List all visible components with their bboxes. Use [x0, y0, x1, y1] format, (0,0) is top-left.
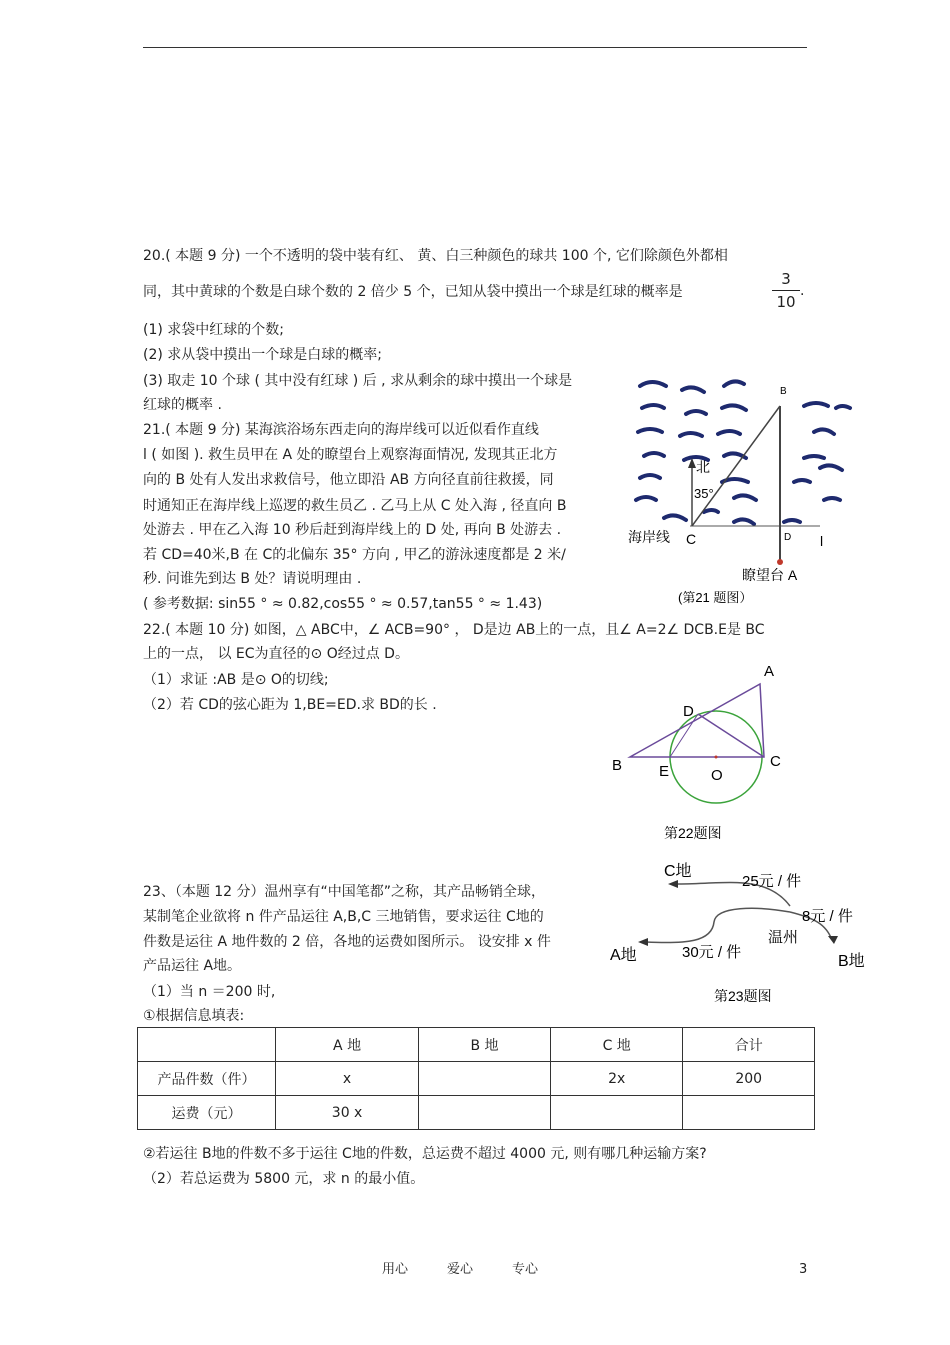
- label-north: 北: [696, 459, 710, 475]
- label-c: C: [686, 531, 697, 547]
- cost-c: 25元 / 件: [742, 873, 802, 890]
- segment-dc: [698, 714, 764, 757]
- table-cell: 2x: [550, 1062, 683, 1096]
- q23-line-4: 产品运往 A地。: [143, 958, 242, 974]
- label-a-place: A地: [610, 947, 637, 964]
- label-angle: 35°: [694, 486, 714, 501]
- label-b: B: [780, 386, 787, 397]
- table-header-cell: C 地: [550, 1028, 683, 1062]
- fraction-period: .: [800, 283, 805, 299]
- table-cell: 30 x: [276, 1096, 419, 1130]
- footer-motto-2: 爱心: [447, 1262, 474, 1277]
- table-cell: [419, 1062, 551, 1096]
- q20-part-3b: 红球的概率 .: [143, 397, 222, 413]
- q21-line-5: 处游去 . 甲在乙入海 10 秒后赶到海岸线上的 D 处, 再向 B 处游去 .: [143, 522, 562, 538]
- segment-de: [670, 714, 698, 757]
- table-cell: 产品件数（件）: [138, 1062, 276, 1096]
- label-tower-a: 瞭望台 A: [742, 567, 798, 583]
- q21-line-3: 向的 B 处有人发出求救信号，他立即沿 AB 方向径直前往救援，同: [143, 472, 554, 488]
- q20-line-2: 同，其中黄球的个数是白球个数的 2 倍少 5 个，已知从袋中摸出一个球是红球的概率是: [143, 284, 683, 300]
- table-cell: [550, 1096, 683, 1130]
- q22-line-2: 上的一点， 以 EC为直径的⊙ O经过点 D。: [143, 646, 409, 662]
- figure-21-caption: (第21 题图）: [678, 590, 753, 605]
- footer-motto-3: 专心: [512, 1262, 539, 1277]
- table-header-cell: A 地: [276, 1028, 419, 1062]
- table-header-cell: 合计: [683, 1028, 815, 1062]
- q23-sub-1: （1）当 n ＝200 时,: [143, 984, 276, 1000]
- table-cell: 运费（元）: [138, 1096, 276, 1130]
- center-o: [715, 756, 718, 759]
- label-b: B: [612, 757, 623, 774]
- q22-line-1: 22.( 本题 10 分) 如图，△ ABC中，∠ ACB=90° ， D是边 AB上的一点，且∠ A=2∠ DCB.E是 BC: [143, 622, 765, 638]
- cost-b: 8元 / 件: [802, 908, 853, 925]
- table-cell: [419, 1096, 551, 1130]
- figure-23: [606, 856, 876, 1006]
- shipment-table: [137, 1027, 815, 1130]
- footer-motto-1: 用心: [382, 1262, 409, 1277]
- label-coastline: 海岸线: [628, 529, 670, 545]
- q20-line-1: 20.( 本题 9 分) 一个不透明的袋中装有红、 黄、白三种颜色的球共 100 个, 它们除颜色外都相: [143, 248, 728, 264]
- table-row: [138, 1096, 815, 1130]
- label-b-place: B地: [838, 953, 865, 970]
- label-l: l: [820, 533, 824, 549]
- table-row: [138, 1062, 815, 1096]
- figure-22-caption: 第22题图: [664, 825, 722, 841]
- sea-waves: [636, 381, 850, 524]
- q21-line-1: 21.( 本题 9 分) 某海滨浴场东西走向的海岸线可以近似看作直线: [143, 422, 539, 438]
- q20-part-1: (1) 求袋中红球的个数;: [143, 322, 284, 338]
- q21-line-2: l ( 如图 ). 救生员甲在 A 处的瞭望台上观察海面情况, 发现其正北方: [143, 447, 558, 463]
- cost-a: 30元 / 件: [682, 944, 742, 961]
- q23-sub-1b: ②若运往 B地的件数不多于运往 C地的件数，总运费不超过 4000 元, 则有哪几种运输方案?: [143, 1146, 707, 1162]
- fraction-denominator: 10: [776, 293, 796, 311]
- figure-23-caption: 第23题图: [714, 988, 772, 1004]
- figure-21: [624, 372, 864, 612]
- q21-line-7: 秒. 问谁先到达 B 处？请说明理由 .: [143, 571, 362, 587]
- page-number: 3: [799, 1262, 808, 1277]
- q23-line-3: 件数是运往 A 地件数的 2 倍，各地的运费如图所示。 设安排 x 件: [143, 934, 551, 950]
- tower-point-a: [777, 559, 783, 565]
- label-d: D: [784, 532, 792, 543]
- figure-22: [600, 656, 800, 846]
- label-d: D: [683, 703, 694, 720]
- q20-probability-fraction: [772, 270, 800, 311]
- q23-line-1: 23、（本题 12 分）温州享有“中国笔都”之称，其产品畅销全球，: [143, 884, 546, 900]
- table-header-row: [138, 1028, 815, 1062]
- table-header-cell: B 地: [419, 1028, 551, 1062]
- fraction-numerator: 3: [781, 270, 791, 288]
- q21-line-4: 时通知正在海岸线上巡逻的救生员乙 . 乙马上从 C 处入海 , 径直向 B: [143, 498, 567, 514]
- table-cell: x: [276, 1062, 419, 1096]
- q20-part-3a: (3) 取走 10 个球 ( 其中没有红球 ) 后 , 求从剩余的球中摸出一个球是: [143, 373, 573, 389]
- label-wenzhou: 温州: [768, 929, 799, 946]
- q22-part-1: （1）求证 :AB 是⊙ O的切线;: [143, 672, 329, 688]
- q23-line-2: 某制笔企业欲将 n 件产品运往 A,B,C 三地销售，要求运往 C地的: [143, 909, 544, 925]
- label-e: E: [659, 763, 670, 780]
- q22-part-2: （2）若 CD的弦心距为 1,BE=ED.求 BD的长 .: [143, 697, 437, 713]
- q23-sub-1a: ①根据信息填表:: [143, 1008, 245, 1024]
- label-c: C: [770, 753, 781, 770]
- table-header-cell: [138, 1028, 276, 1062]
- label-c-place: C地: [664, 863, 692, 880]
- table-cell: 200: [683, 1062, 815, 1096]
- q20-part-2: (2) 求从袋中摸出一个球是白球的概率;: [143, 347, 382, 363]
- q21-line-6: 若 CD=40米,B 在 C的北偏东 35° 方向 , 甲乙的游泳速度都是 2 米/: [143, 547, 566, 563]
- label-o: O: [711, 767, 723, 784]
- q21-reference-data: ( 参考数据: sin55 ° ≈ 0.82,cos55 ° ≈ 0.57,tan55 ° ≈ 1.43): [143, 596, 543, 612]
- header-rule: [143, 47, 807, 48]
- q23-sub-2: （2）若总运费为 5800 元，求 n 的最小值。: [143, 1171, 425, 1187]
- label-a: A: [764, 663, 775, 680]
- table-cell: [683, 1096, 815, 1130]
